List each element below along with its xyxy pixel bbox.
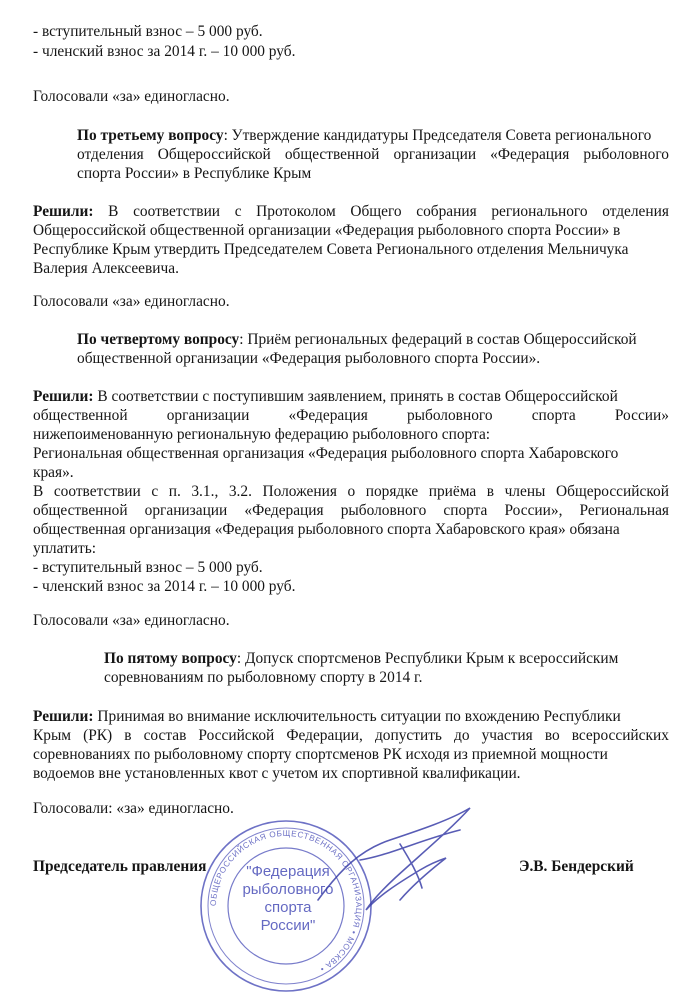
word: Крым xyxy=(33,727,72,744)
decision-4-line-8: общественная организация «Федерация рыболовного спорта Хабаровского края» обязана xyxy=(33,521,620,538)
decision-4-line-1 xyxy=(33,387,618,406)
word: организации xyxy=(393,146,477,163)
decision-3-line-3: Республике Крым утвердить Председателем Совета Регионального отделения Мельничука xyxy=(33,241,629,258)
stamp-center-line: рыболовного xyxy=(242,881,334,898)
word: члены xyxy=(504,483,546,500)
question-5-line-2: соревнованиям по рыболовному спорту в 2014 г. xyxy=(104,669,423,686)
fee-membership: - членский взнос за 2014 г. – 10 000 руб. xyxy=(33,578,296,595)
word: общественной xyxy=(284,146,380,163)
word: соответствии xyxy=(53,483,141,500)
question-3-label: По третьему вопросу xyxy=(77,127,224,144)
chairman-title: Председатель правления xyxy=(33,858,207,875)
decision-4-line-5: края». xyxy=(33,464,74,481)
decision-5-text: Принимая во внимание исключительность ситуации по вхождению Республики xyxy=(97,708,621,725)
chairman-name: Э.В. Бендерский xyxy=(519,858,634,875)
question-3-heading xyxy=(77,126,651,145)
vote-result: Голосовали «за» единогласно. xyxy=(33,293,230,310)
decision-5-line-2 xyxy=(33,726,669,745)
decision-4-line-7 xyxy=(33,501,669,520)
decision-4-line-3: нижепоименованную региональную федерацию рыболовного спорта: xyxy=(33,426,491,443)
decision-5-label: Решили: xyxy=(33,708,94,725)
word: всероссийских xyxy=(571,727,669,744)
question-5-label: По пятому вопросу xyxy=(104,650,237,667)
word: (РК) xyxy=(83,727,113,744)
word: собрания xyxy=(416,203,477,220)
handwritten-signature xyxy=(300,800,500,920)
word: до xyxy=(454,727,470,744)
vote-result: Голосовали «за» единогласно. xyxy=(33,88,230,105)
word: «Федерация xyxy=(288,407,368,424)
fee-membership: - членский взнос за 2014 г. – 10 000 руб. xyxy=(33,43,296,60)
question-3-text: : Утверждение кандидатуры Председателя Совета регионального xyxy=(223,127,652,144)
word: общественной xyxy=(33,502,128,519)
word: Общего xyxy=(350,203,402,220)
stamp-center-line: "Федерация xyxy=(246,863,330,880)
word: Региональная xyxy=(579,502,669,519)
question-4-line-2: общественной организации «Федерация рыболовного спорта России». xyxy=(77,350,541,367)
word: п. xyxy=(168,483,181,500)
word: спорта xyxy=(531,407,576,424)
word: Положения xyxy=(262,483,337,500)
vote-result: Голосовали: «за» единогласно. xyxy=(33,800,234,817)
word: «Федерация xyxy=(244,502,324,519)
word: В xyxy=(33,483,44,500)
word: рыболовного xyxy=(406,407,493,424)
question-4-heading xyxy=(77,330,637,349)
decision-5-line-3: соревнованиях по рыболовному спорту спортсменов РК исходя из приемной мощности xyxy=(33,746,608,763)
decision-3-line-1 xyxy=(33,202,669,221)
word: рыболовного xyxy=(583,146,669,163)
word: Протоколом xyxy=(256,203,336,220)
decision-4-line-6 xyxy=(33,482,669,501)
word: России», xyxy=(504,502,563,519)
word: приёма xyxy=(428,483,477,500)
fee-entrance: - вступительный взнос – 5 000 руб. xyxy=(33,23,263,40)
question-4-label: По четвертому вопросу xyxy=(77,331,240,348)
decision-5-line-4: водоемов вне установленных квот с учетом их спортивной квалификации. xyxy=(33,765,521,782)
word: общественной xyxy=(33,407,128,424)
word: в xyxy=(124,727,132,744)
question-5-text: : Допуск спортсменов Республики Крым к всероссийским xyxy=(236,650,619,667)
decision-5-line-1 xyxy=(33,707,621,726)
question-3-line-3: спорта России» в Республике Крым xyxy=(77,165,312,182)
word: организации xyxy=(144,502,228,519)
stamp-center-line: спорта xyxy=(264,899,312,916)
word: порядке xyxy=(365,483,419,500)
word: Федерации, xyxy=(286,727,363,744)
stamp-center-line: России" xyxy=(260,917,316,934)
word: регионального xyxy=(491,203,588,220)
question-5-heading xyxy=(104,649,618,668)
word: 3.2. xyxy=(228,483,252,500)
word: допустить xyxy=(374,727,442,744)
decision-4-text: В соответствии с поступившим заявлением, принять в состав Общероссийской xyxy=(97,388,618,405)
word: участия xyxy=(481,727,533,744)
word: России» xyxy=(614,407,669,424)
decision-3-line-2: Общероссийской общественной организации «Федерация рыболовного спорта России» в xyxy=(33,222,621,239)
fee-entrance: - вступительный взнос – 5 000 руб. xyxy=(33,559,263,576)
word: Общероссийской xyxy=(555,483,669,500)
word: Общероссийской xyxy=(157,146,271,163)
word: В xyxy=(108,203,119,220)
word: соответствии xyxy=(133,203,221,220)
word: Российской xyxy=(198,727,275,744)
word: о xyxy=(347,483,356,500)
word: «Федерация xyxy=(490,146,570,163)
question-3-line-2 xyxy=(77,145,669,164)
word: отделения xyxy=(77,146,144,163)
word: во xyxy=(544,727,560,744)
decision-4-line-4: Региональная общественная организация «Федерация рыболовного спорта Хабаровского xyxy=(33,445,619,462)
decision-4-line-2 xyxy=(33,406,669,425)
word: спорта xyxy=(443,502,488,519)
word: в xyxy=(486,483,495,500)
vote-result: Голосовали «за» единогласно. xyxy=(33,612,230,629)
decision-3-line-4: Валерия Алексеевича. xyxy=(33,260,179,277)
question-4-text: : Приём региональных федераций в состав Общероссийской xyxy=(239,331,637,348)
decision-3-label: Решили: xyxy=(33,203,94,220)
word: состав xyxy=(143,727,187,744)
word: рыболовного xyxy=(340,502,427,519)
word: с xyxy=(234,203,242,220)
decision-4-line-9: уплатить: xyxy=(33,540,97,557)
word: с xyxy=(151,483,159,500)
stamp-ring-text: ОБЩЕРОССИЙСКАЯ ОБЩЕСТВЕННАЯ ОРГАНИЗАЦИЯ • МОСКВА • xyxy=(208,828,364,974)
word: 3.1., xyxy=(191,483,219,500)
decision-4-label: Решили: xyxy=(33,388,94,405)
word: отделения xyxy=(602,203,669,220)
word: организации xyxy=(166,407,250,424)
